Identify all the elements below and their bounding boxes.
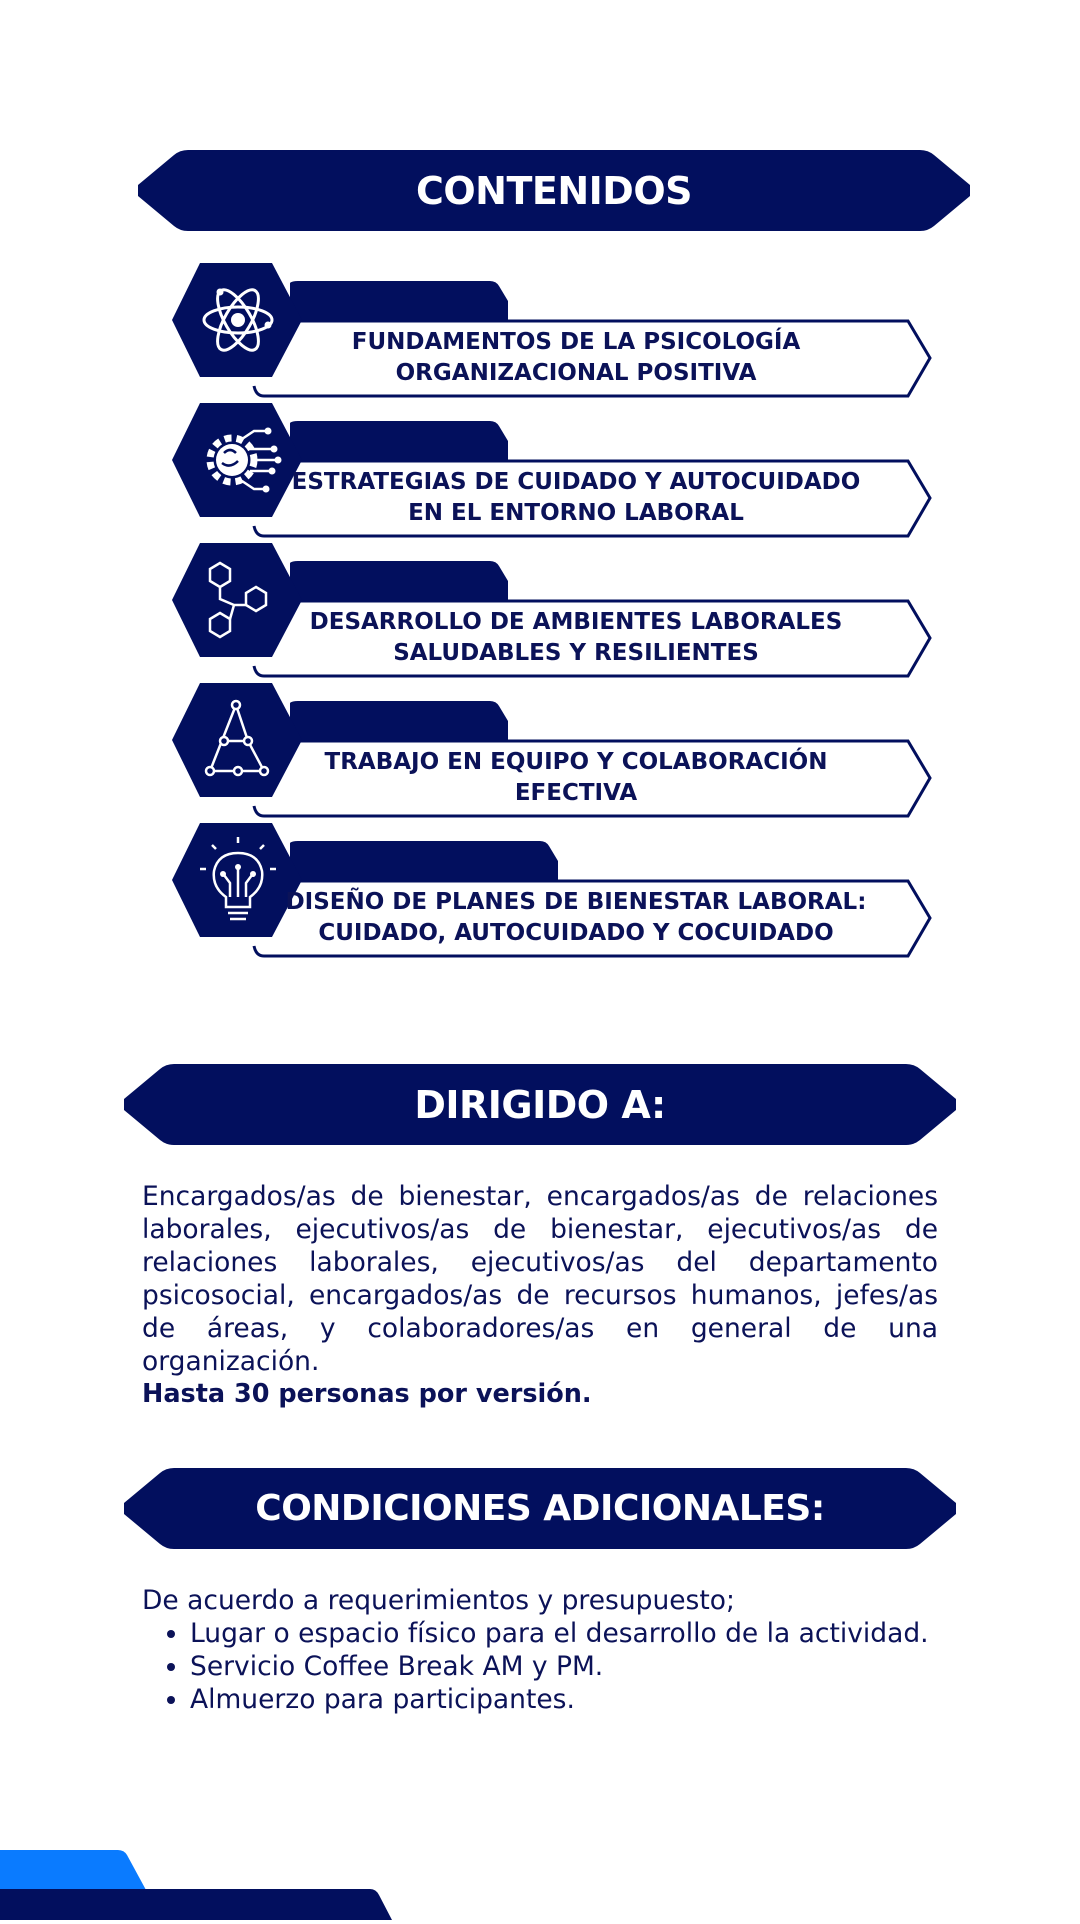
dirigido-text: Encargados/as de bienestar, encargados/as de relaciones laborales, ejecutivos/as de bienestar, ejecutivos/as de relaciones laborales, ejecutivos/as del departamento psicosocial, encargados/as de recursos humanos, jefes/as de áreas, y colaboradores/as en general de una organización. (142, 1181, 938, 1377)
list-item: • Lugar o espacio físico para el desarrollo de la actividad. (190, 1617, 938, 1650)
content-item-1 (172, 263, 932, 403)
content-item-3 (172, 543, 932, 683)
contenidos-title: CONTENIDOS (415, 168, 693, 213)
condiciones-section (142, 1584, 938, 1716)
content-item-5 (172, 823, 932, 963)
capacity-text: Hasta 30 personas por versión. (142, 1379, 592, 1409)
contenidos-banner (138, 150, 970, 231)
footer-decoration (0, 1845, 400, 1920)
content-item-4 (172, 683, 932, 823)
content-item-label: FUNDAMENTOS DE LA PSICOLOGÍA ORGANIZACIONAL POSITIVA (351, 329, 801, 386)
condiciones-intro: De acuerdo a requerimientos y presupuesto; (142, 1585, 735, 1616)
condiciones-banner (124, 1468, 956, 1549)
content-item-label: TRABAJO EN EQUIPO Y COLABORACIÓN EFECTIVA (324, 749, 828, 806)
dirigido-banner (124, 1064, 956, 1145)
list-item: • Almuerzo para participantes. (190, 1683, 938, 1716)
content-item-label: ESTRATEGIAS DE CUIDADO Y AUTOCUIDADO EN EL ENTORNO LABORAL (291, 469, 861, 526)
content-item-label: DESARROLLO DE AMBIENTES LABORALES SALUDABLES Y RESILIENTES (309, 609, 843, 666)
dirigido-title: DIRIGIDO A: (414, 1082, 666, 1127)
list-item: • Servicio Coffee Break AM y PM. (190, 1650, 938, 1683)
condiciones-title: CONDICIONES ADICIONALES: (255, 1488, 825, 1529)
content-item-label: DISEÑO DE PLANES DE BIENESTAR LABORAL: CUIDADO, AUTOCUIDADO Y COCUIDADO (285, 889, 867, 946)
content-item-2 (172, 403, 932, 543)
condiciones-list (142, 1617, 938, 1716)
